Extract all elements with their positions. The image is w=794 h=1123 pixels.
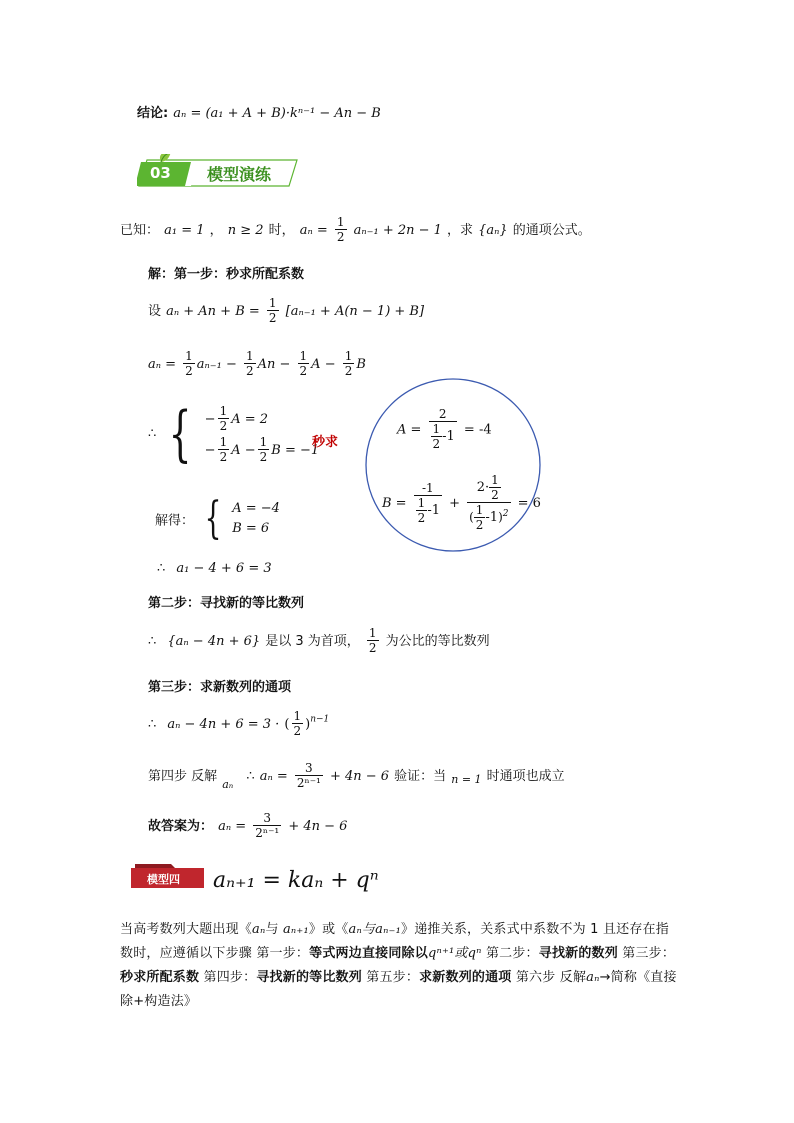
fraction-half: $\frac{1}{2}$ — [219, 404, 228, 433]
step4-verify: 验证：当 — [394, 769, 447, 784]
expand-term: A − — [311, 357, 336, 372]
final-answer: 故答案为： aₙ = $\frac{3}{\text{2ⁿ⁻¹}}$ + 4n − 6 — [148, 811, 348, 840]
model4-formula: aₙ₊₁ = kaₙ + qⁿ — [213, 868, 379, 893]
conclusion — [137, 102, 381, 121]
step4-label: 第四步 反解 — [148, 769, 218, 784]
expand-lhs: aₙ = — [148, 357, 177, 372]
solve-B: B = 6 — [232, 521, 270, 536]
problem-cond1: a₁ = 1 — [164, 223, 205, 238]
solve-result — [155, 493, 280, 544]
fraction-half: $\frac{1}{2}$ — [185, 349, 193, 378]
fraction-half: $\frac{1}{2}$ — [336, 215, 345, 244]
fraction-half: $\frac{1}{2}$ — [293, 709, 302, 738]
step2-seq: {aₙ − 4n + 6} — [167, 634, 261, 649]
expand-term: An − — [257, 357, 291, 372]
model4-description: 当高考数列大题出现《aₙ与 aₙ₊₁》或《aₙ与aₙ₋₁》递推关系，关系式中系数不为 1 且还存在指数时，应遵循以下步骤 第一步：等式两边直接同除以qⁿ⁺¹或qⁿ 第二步：寻找新的数列 第三步：秒求所配系数 第四步：寻找新的等比数列 第五步：求新数列的通项 第六步 反解aₙ→简称《直接除+构造法》 — [120, 922, 677, 1009]
solve-label: 解得： — [155, 513, 195, 529]
problem-tail: 的通项公式。 — [512, 223, 591, 238]
expand-term: aₙ₋₁ − — [196, 357, 237, 372]
problem-eq-rhs: aₙ₋₁ + 2n − 1 — [353, 223, 442, 238]
check-line: ∴ a₁ − 4 + 6 = 3 — [157, 561, 272, 576]
section-banner — [137, 154, 299, 188]
problem-seq: {aₙ} — [478, 223, 508, 238]
brace: { — [169, 399, 192, 469]
solve-A: A = −4 — [232, 501, 280, 517]
problem-statement — [120, 216, 591, 243]
problem-suffix: ，求 — [447, 223, 474, 238]
quick-solve-label: 秒求 — [312, 435, 339, 450]
expand-equation — [148, 350, 366, 377]
conclusion-label: 结论: — [137, 106, 169, 121]
step2-statement: ∴ {aₙ − 4n + 6} 是以 3 为首项， $\frac{1}{2}$ 为公比的等比数列 — [148, 626, 490, 655]
problem-cond2: n ≥ 2 — [227, 223, 264, 238]
fraction-half: $\frac{1}{2}$ — [246, 349, 254, 378]
problem-when: 时， — [268, 223, 295, 238]
step3-label: 第三步：求新数列的通项 — [148, 680, 292, 695]
equation-system — [148, 399, 320, 469]
brace: { — [204, 493, 222, 544]
problem-eq-lhs: aₙ = — [299, 223, 328, 238]
fraction-half: $\frac{1}{2}$ — [299, 349, 308, 378]
set-prefix: 设 — [148, 304, 162, 319]
fraction-half: $\frac{1}{2}$ — [219, 435, 228, 464]
problem-sep: ， — [209, 223, 223, 238]
fraction-half: $\frac{1}{2}$ — [344, 349, 353, 378]
circle-A-calc: A = 2 $\frac{1}{2}$ -1 = -4 — [397, 407, 492, 451]
ribbon-label: 模型四 — [147, 873, 180, 886]
therefore-symbol: ∴ — [148, 426, 157, 442]
fraction-half: $\frac{1}{2}$ — [368, 626, 377, 655]
set-equation — [148, 297, 424, 324]
fraction-half: $\frac{1}{2}$ — [268, 296, 277, 325]
step2-text: 是以 3 为首项， — [265, 634, 360, 649]
section-number: 03 — [150, 164, 171, 182]
step2-text: 为公比的等比数列 — [385, 634, 490, 649]
set-lhs: aₙ + An + B = — [166, 304, 260, 319]
section-title: 模型演练 — [207, 165, 272, 184]
system-row-2: − $\frac{1}{2}$ A − $\frac{1}{2}$ B = −1 — [204, 435, 320, 464]
leaf-icon — [160, 154, 171, 162]
step4-line: 第四步 反解 $_{a_n}$ ∴ aₙ = $\frac{3}{\text{2ⁿ⁻¹}}$ + 4n − 6 验证：当 n = 1 时通项也成立 — [148, 761, 565, 791]
problem-prefix: 已知： — [120, 223, 160, 238]
conclusion-formula: aₙ = (a₁ + A + B)·kⁿ⁻¹ − An − B — [173, 106, 381, 121]
check-equation: a₁ − 4 + 6 = 3 — [176, 561, 272, 576]
circle-B-calc: B = -1 $\frac{1}{2}$ -1 + 2· $\frac{1}{2}$ ( $\frac{1}{2}$ -1)$^2$ = 6 — [382, 473, 541, 532]
system-row-1: − $\frac{1}{2}$ A = 2 — [204, 404, 269, 433]
expand-term: B — [356, 357, 366, 372]
model4-ribbon — [131, 864, 204, 888]
step2-label: 第二步：寻找新的等比数列 — [148, 596, 305, 611]
step3-formula: ∴ aₙ − 4n + 6 = 3 · ( $\frac{1}{2}$ )$^{n-1}$ — [148, 709, 330, 738]
step1-label: 解：第一步：秒求所配系数 — [148, 267, 305, 282]
fraction-half: $\frac{1}{2}$ — [259, 435, 268, 464]
set-rhs: [aₙ₋₁ + A(n − 1) + B] — [285, 304, 425, 319]
answer-label: 故答案为： — [148, 819, 214, 834]
